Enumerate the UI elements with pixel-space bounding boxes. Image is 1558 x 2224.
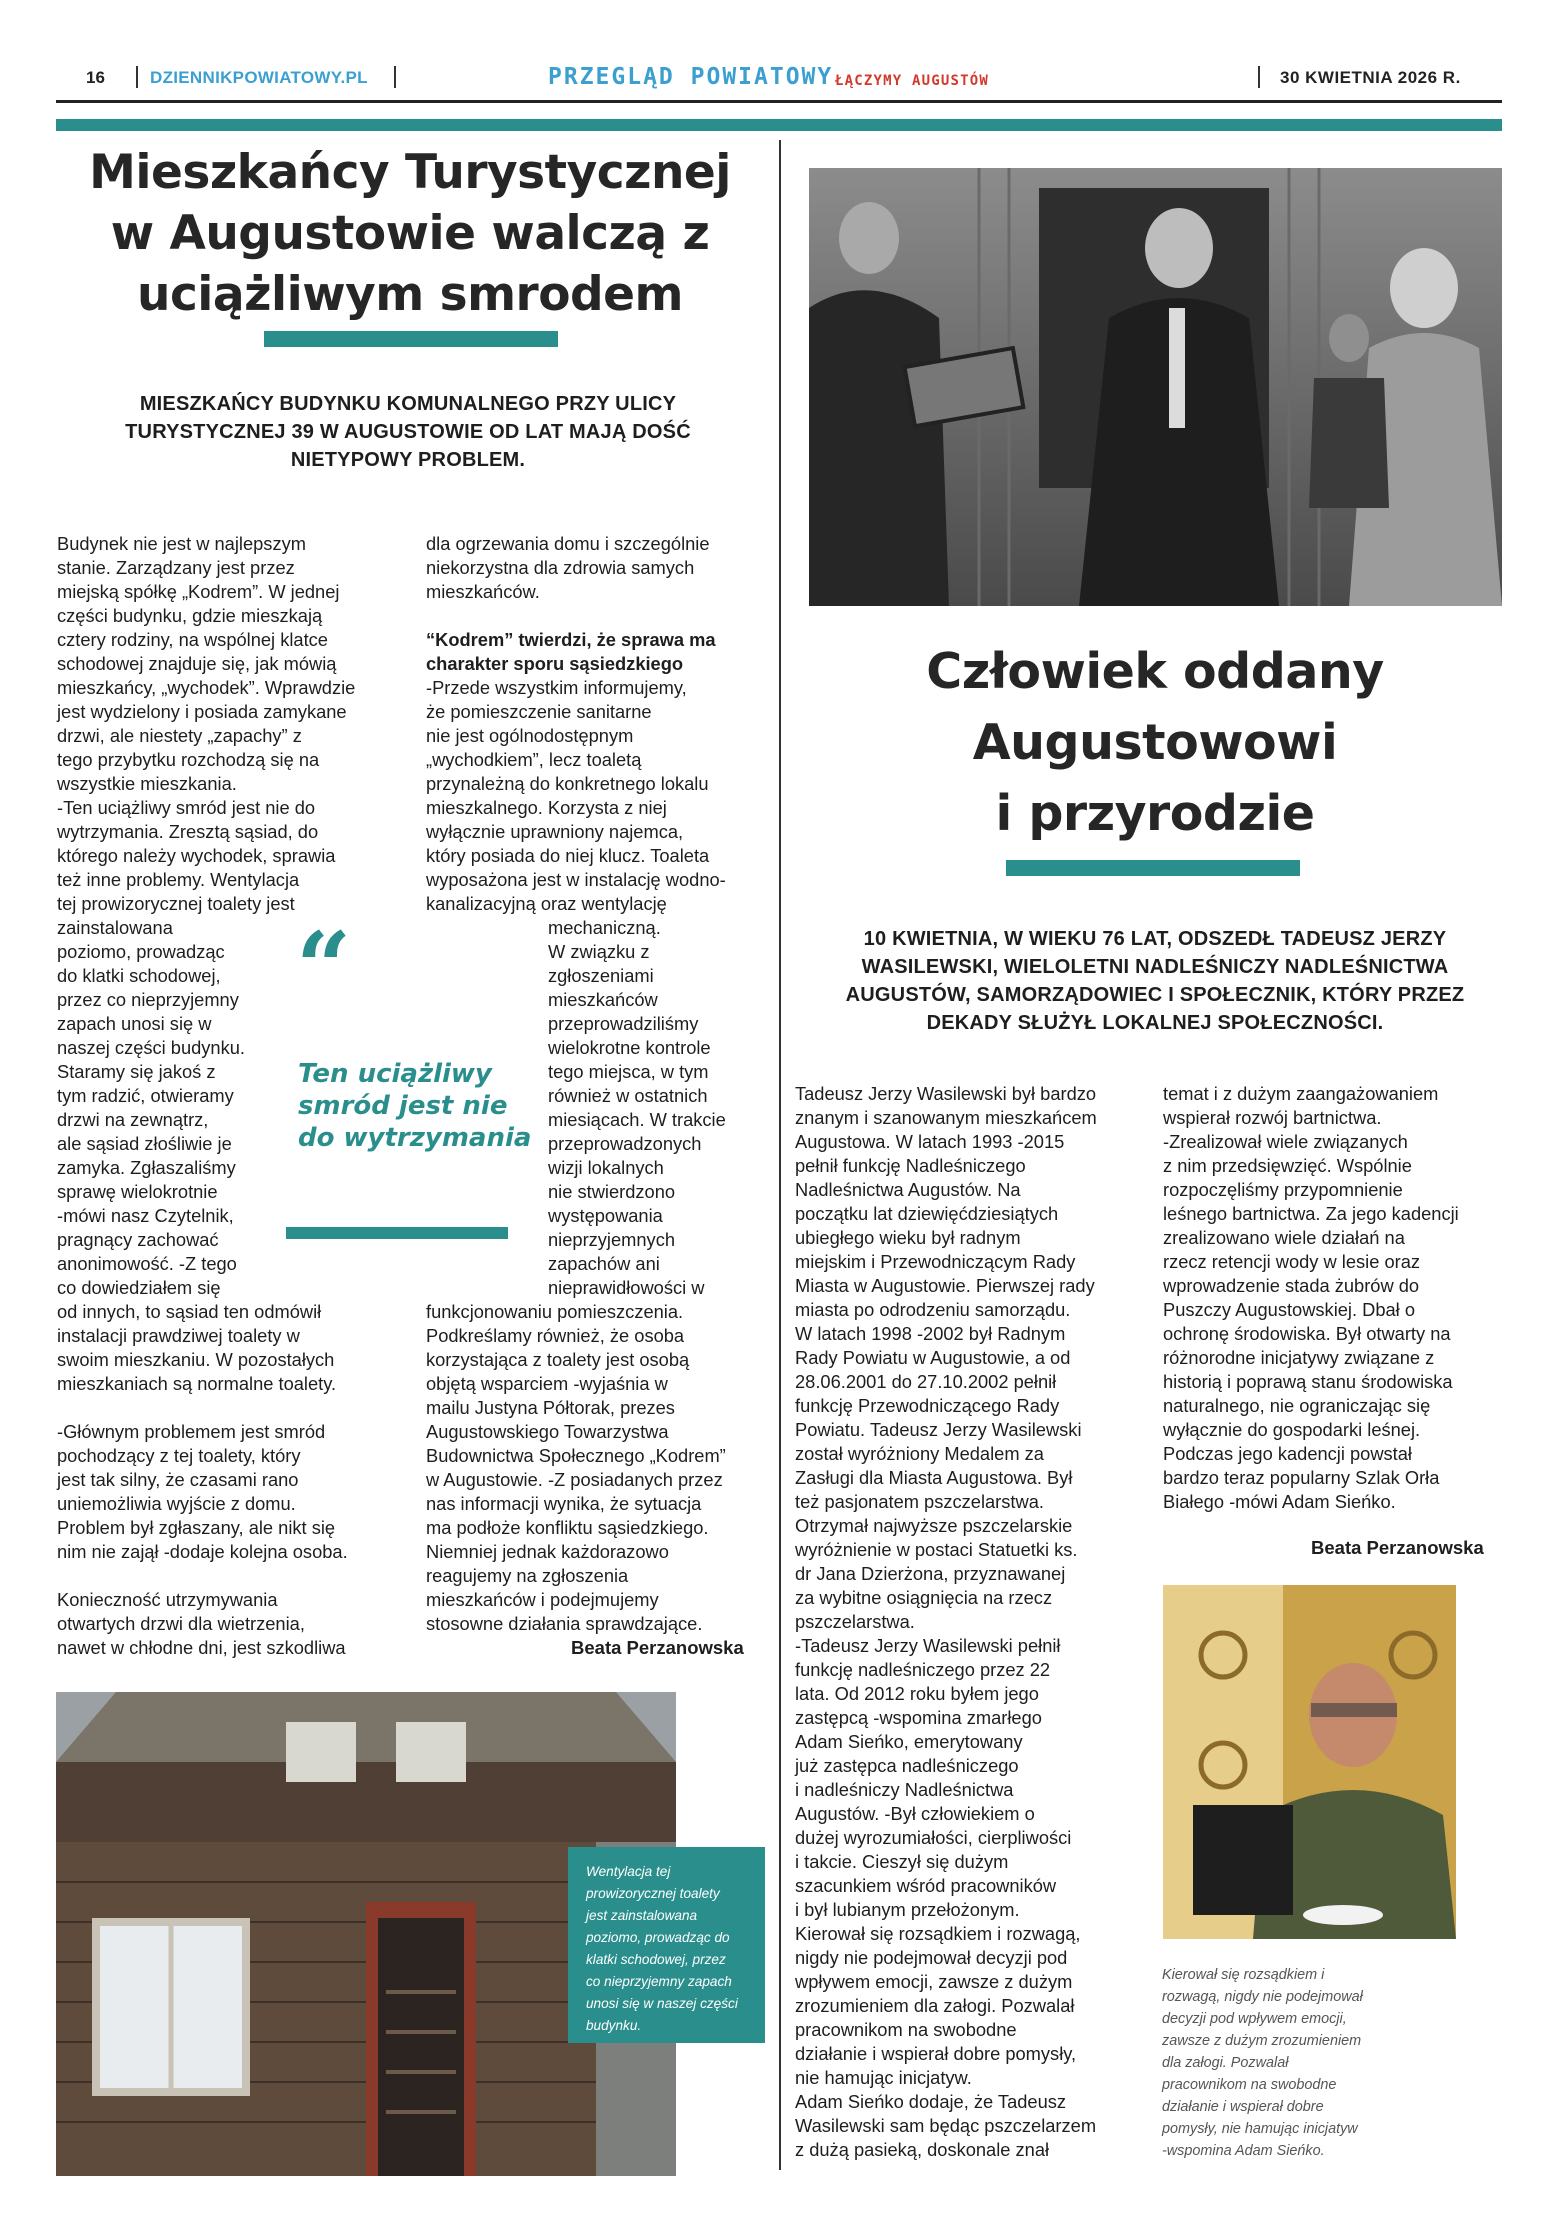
article-left-lead: MIESZKAŃCY BUDYNKU KOMUNALNEGO PRZY ULICY TURYSTYCZNEJ 39 W AUGUSTOWIE OD LAT MAJĄ DOŚĆ NIETYPOWY PROBLEM. <box>125 393 691 471</box>
portrait-photo <box>1163 1585 1456 1939</box>
building-photo-caption <box>568 1847 765 2043</box>
pull-quote: Ten uciążliwy smród jest nie do wytrzymania <box>298 1059 532 1153</box>
header-separator <box>1258 66 1260 88</box>
site-name[interactable]: DZIENNIKPOWIATOWY.PL <box>150 68 368 87</box>
ceremony-photo <box>809 168 1502 606</box>
article-left-subhead: “Kodrem” twierdzi, że sprawa ma charakter sporu sąsiedzkiego <box>426 629 716 674</box>
page-number: 16 <box>86 68 105 87</box>
article-right-title: Człowiek oddany Augustowowi i przyrodzie <box>926 643 1384 842</box>
issue-date: 30 KWIETNIA 2026 R. <box>1280 68 1461 87</box>
pull-quote-bar <box>286 1227 508 1239</box>
article-right-text-col2: temat i z dużym zaangażowaniem wspierał rozwój bartnictwa. -Zrealizował wiele związanych z nim przedsięwzięć. Wspólnie rozpoczęliśmy przypomnienie leśnego bartnictwa. Za jego kadencji zrealizowano wiele działań na rzecz retencji wody w lesie oraz wprowadzenie stada żubrów do Puszczy Augustowskiej. Dbał o ochronę środowiska. Był otwarty na różnorodne inicjatywy związane z historią i poprawą stanu środowiska naturalnego, nie ograniczając się wyłącznie do gospodarki leśnej. Podczas jego kadencji powstał bardzo teraz popularny Szlak Orła Białego -mówi Adam Sieńko. <box>1163 1083 1459 1512</box>
article-right-author: Beata Perzanowska <box>1311 1537 1484 1558</box>
article-left-text-col1a: Budynek nie jest w najlepszym stanie. Zarządzany jest przez miejską spółkę „Kodrem”. W jednej części budynku, gdzie mieszkają cztery rodziny, na wspólnej klatce schodowej znajduje się, jak mówią mieszkańcy, „wychodek”. Wprawdzie jest wydzielony i posiada zamykane drzwi, ale niestety „zapachy” z tego przybytku rozchodzą się na wszystkie mieszkania. -Ten uciążliwy smród jest nie do wytrzymania. Zresztą sąsiad, do którego należy wychodek, sprawia też inne problemy. Wentylacja tej prowizorycznej toalety jest zainstalowana <box>57 533 356 938</box>
article-left-text-col2b: -Przede wszystkim informujemy, że pomieszczenie sanitarne nie jest ogólnodostępnym „wychodkiem”, lecz toaletą przynależną do konkretnego lokalu mieszkalnego. Korzysta z niej wyłącznie uprawniony najemca, który posiada do niej klucz. Toaleta wyposażona jest w instalację wodno- kanalizacyjną oraz wentylację <box>426 677 726 914</box>
column-divider <box>779 140 781 2170</box>
article-left-text-col2d: funkcjonowaniu pomieszczenia. Podkreślamy również, że osoba korzystająca z toalety jest osobą objętą wsparciem -wyjaśnia w mailu Justyna Półtorak, prezes Augustowskiego Towarzystwa Budownictwa Społecznego „Kodrem” w Augustowie. -Z posiadanych przez nas informacji wynika, że sytuacja ma podłoże konfliktu sąsiedzkiego. Niemniej jednak każdorazowo reagujemy na zgłoszenia mieszkańców i podejmujemy stosowne działania sprawdzające. <box>426 1301 726 1634</box>
quote-mark-icon: “ <box>296 911 352 1024</box>
header-separator <box>394 66 396 88</box>
article-left-title: Mieszkańcy Turystycznej w Augustowie walczą z uciążliwym smrodem <box>89 145 731 322</box>
publication-title: PRZEGLĄD POWIATOWY <box>548 64 834 90</box>
article-left-text-col1c: od innych, to sąsiad ten odmówił instalacji prawdziwej toalety w swoim mieszkaniu. W pozostałych mieszkaniach są normalne toalety. -Głównym problemem jest smród pochodzący z tej toalety, który jest tak silny, że czasami rano uniemożliwia wyjście z domu. Problem był zgłaszany, ale nikt się nim nie zajął -dodaje kolejna osoba. Konieczność utrzymywania otwartych drzwi dla wietrzenia, nawet w chłodne dni, jest szkodliwa <box>57 1301 348 1658</box>
header-separator <box>136 66 138 88</box>
portrait-photo-caption: Kierował się rozsądkiem i rozwagą, nigdy nie podejmował decyzji pod wpływem emocji, zawsze z dużym zrozumieniem dla załogi. Pozwalał pracownikom na swobodne działanie i wspierał dobre pomysły, nie hamując inicjatyw -wspomina Adam Sieńko. <box>1162 1967 1363 2159</box>
article-right-lead: 10 KWIETNIA, W WIEKU 76 LAT, ODSZEDŁ TADEUSZ JERZY WASILEWSKI, WIELOLETNI NADLEŚNICZY NADLEŚNICTWA AUGUSTÓW, SAMORZĄDOWIEC I SPOŁECZNIK, KTÓRY PRZEZ DEKADY SŁUŻYŁ LOKALNEJ SPOŁECZNOŚCI. <box>845 928 1465 1034</box>
article-left-text-col1b: poziomo, prowadząc do klatki schodowej, przez co nieprzyjemny zapach unosi się w naszej części budynku. Staramy się jakoś z tym radzić, otwieramy drzwi na zewnątrz, ale sąsiad złośliwie je zamyka. Zgłaszaliśmy sprawę wielokrotnie -mówi nasz Czytelnik, pragnący zachować anonimowość. -Z tego co dowiedziałem się <box>57 941 245 1298</box>
header-teal-band <box>56 119 1502 131</box>
publication-tagline: ŁĄCZYMY AUGUSTÓW <box>835 73 990 89</box>
building-photo-caption-text: Wentylacja tej prowizorycznej toalety jest zainstalowana poziomo, prowadząc do klatki schodowej, przez co nieprzyjemny zapach unosi się w naszej części budynku. <box>586 1864 738 2033</box>
header-rule <box>56 100 1502 103</box>
article-left-text-col2a: dla ogrzewania domu i szczególnie niekorzystna dla zdrowia samych mieszkańców. <box>426 533 710 602</box>
article-right-text-col1: Tadeusz Jerzy Wasilewski był bardzo znanym i szanowanym mieszkańcem Augustowa. W latach 1993 -2015 pełnił funkcję Nadleśniczego Nadleśnictwa Augustów. Na początku lat dziewięćdziesiątych ubiegłego wieku był radnym miejskim i Przewodniczącym Rady Miasta w Augustowie. Pierwszej rady miasta po odrodzeniu samorządu. W latach 1998 -2002 był Radnym Rady Powiatu w Augustowie, a od 28.06.2001 do 27.10.2002 pełnił funkcję Przewodniczącego Rady Powiatu. Tadeusz Jerzy Wasilewski został wyróżniony Medalem za Zasługi dla Miasta Augustowa. Był też pasjonatem pszczelarstwa. Otrzymał najwyższe pszczelarskie wyróżnienie w postaci Statuetki ks. dr Jana Dzierżona, przyznawanej za wybitne osiągnięcia na rzecz pszczelarstwa. -Tadeusz Jerzy Wasilewski pełnił funkcję nadleśniczego przez 22 lata. Od 2012 roku byłem jego zastępcą -wspomina zmarłego Adam Sieńko, emerytowany już zastępca nadleśniczego i nadleśniczy Nadleśnictwa Augustów. -Był człowiekiem o dużej wyrozumiałości, cierpliwości i takcie. Cieszył się dużym szacunkiem wśród pracowników i był lubianym przełożonym. Kierował się rozsądkiem i rozwagą, nigdy nie podejmował decyzji pod wpływem emocji, zawsze z dużym zrozumieniem dla załogi. Pozwalał pracownikom na swobodne działanie i wspierał dobre pomysły, nie hamując inicjatyw. Adam Sieńko dodaje, że Tadeusz Wasilewski sam będąc pszczelarzem z dużą pasieką, doskonale znał <box>795 1083 1097 2160</box>
article-left-text-col2c: mechaniczną. W związku z zgłoszeniami mieszkańców przeprowadziliśmy wielokrotne kontrole tego miejsca, w tym również w ostatnich miesiącach. W trakcie przeprowadzonych wizji lokalnych nie stwierdzono występowania nieprzyjemnych zapachów ani nieprawidłowości w <box>548 917 726 1298</box>
article-left-author: Beata Perzanowska <box>571 1637 744 1658</box>
title-underline-bar <box>264 331 558 347</box>
title-underline-bar <box>1006 860 1300 876</box>
